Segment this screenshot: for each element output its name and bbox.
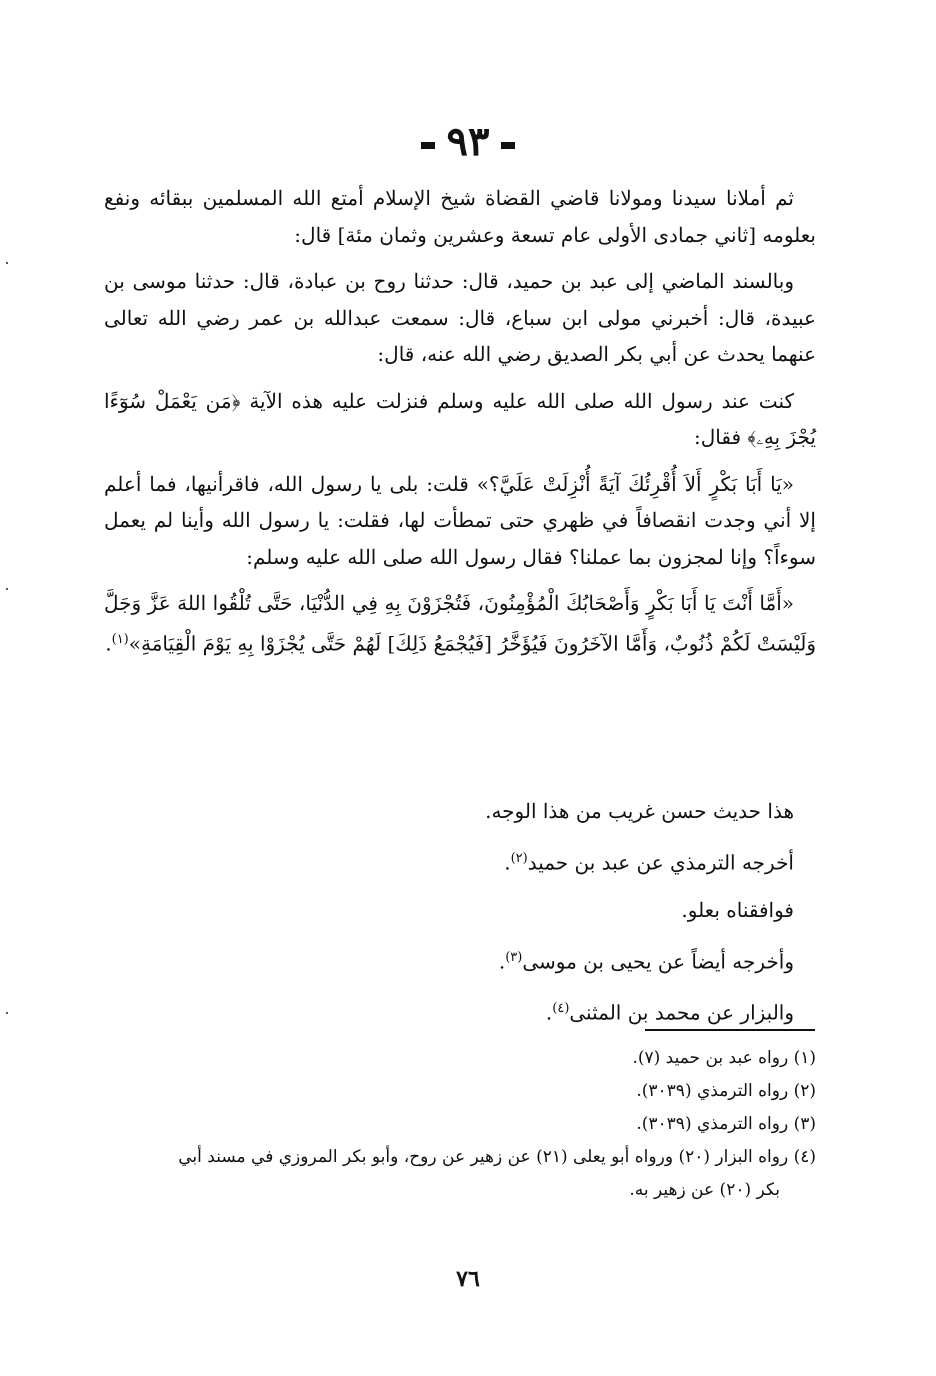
line-text: هذا حديث حسن غريب من هذا الوجه. <box>485 799 794 823</box>
line-text: وأخرجه أيضاً عن يحيى بن موسى <box>522 949 794 974</box>
takhrij-line <box>104 887 794 934</box>
main-text <box>104 180 816 672</box>
paragraph-dialogue: «يَا أَبَا بَكْرٍ أَلاَ أُقْرِئُكَ آيَةً أُنْزِلَتْ عَلَيَّ؟» قلت: بلى يا رسول الله، فاقرأنيها، فما أعلم إلا أني وجدت انقصافاً في ظهري حتى تمطأت لها، فقلت: يا رسول الله وأينا لم يعمل سوءاً؟ وإنا لمجزون بما عملنا؟ فقال رسول الله صلى الله عليه وسلم: <box>104 471 816 569</box>
footnote-divider <box>645 1029 815 1031</box>
footnote-ref: (١) <box>111 631 129 647</box>
prophet-reply-text: «أَمَّا أَنْتَ يَا أَبَا بَكْرٍ وَأَصْحَابُكَ الْمُؤْمِنُونَ، فَتُجْزَوْنَ بِهِ فِي الدُّنْيَا، حَتَّى تُلْقُوا اللهَ عَزَّ وَجَلَّ وَلَيْسَتْ لَكُمْ ذُنُوبٌ، وَأَمَّا الآخَرُونَ فَيُؤَخَّرُ [فَيُجْمَعُ ذَلِكَ] لَهُمْ حَتَّى يُجْزَوْا بِهِ يَوْمَ الْقِيَامَةِ» <box>104 591 816 656</box>
takhrij-line <box>104 835 794 887</box>
line-text: أخرجه الترمذي عن عبد بن حميد <box>527 850 794 875</box>
footnote: (٤) رواه البزار (٢٠) ورواه أبو يعلى (٢١) عن زهير عن روح، وأبو بكر المروزي في مسند أبي <box>178 1147 816 1167</box>
line-text: والبزار عن محمد بن المثنى <box>569 1000 794 1025</box>
scan-speck <box>6 1012 8 1014</box>
footnote: (٢) رواه الترمذي (٣٠٣٩). <box>636 1081 816 1101</box>
paragraph-prophet-reply <box>104 585 816 662</box>
footnote: (٣) رواه الترمذي (٣٠٣٩). <box>636 1114 816 1134</box>
period: . <box>498 949 506 974</box>
period: . <box>105 631 112 656</box>
takhrij-line <box>104 934 794 986</box>
footnote-ref: (٣) <box>505 949 523 965</box>
line-text: فوافقناه بعلو. <box>681 897 794 922</box>
page-number: ٧٦ <box>456 1266 480 1292</box>
footnote-ref: (٤) <box>552 1001 570 1017</box>
footnotes <box>104 1042 816 1207</box>
hadith-number: ٩٣ <box>446 118 490 165</box>
period: . <box>545 1000 553 1025</box>
scan-speck <box>6 588 8 590</box>
paragraph-isnad: وبالسند الماضي إلى عبد بن حميد، قال: حدثنا روح بن عبادة، قال: حدثنا موسى بن عبيدة، قال: أخبرني مولى ابن سباع، قال: سمعت عبدالله بن عمر رضي الله تعالى عنهما يحدث عن أبي بكر الصديق رضي الله عنه، قال: <box>104 269 816 366</box>
hadith-number-heading <box>0 118 936 165</box>
footnote-ref: (٢) <box>510 851 528 866</box>
paragraph-verse: كنت عند رسول الله صلى الله عليه وسلم فنزلت عليه هذه الآية ﴿مَن يَعْمَلْ سُوٓءًا يُجْزَ بِهِۦ﴾ فقال: <box>104 388 816 449</box>
scan-speck <box>6 262 8 264</box>
period: . <box>504 850 511 875</box>
footnote: (١) رواه عبد بن حميد (٧). <box>632 1048 816 1068</box>
dash-decoration <box>501 142 515 149</box>
takhrij-line <box>104 788 794 835</box>
footnote-continuation: بكر (٢٠) عن زهير به. <box>629 1180 780 1200</box>
takhrij-lines <box>104 788 794 1037</box>
paragraph-intro: ثم أملانا سيدنا ومولانا قاضي القضاة شيخ الإسلام أمتع الله المسلمين ببقائه ونفع بعلومه [ثاني جمادى الأولى عام تسعة وعشرين وثمان مئة] قال: <box>104 186 816 247</box>
dash-decoration <box>421 142 435 149</box>
